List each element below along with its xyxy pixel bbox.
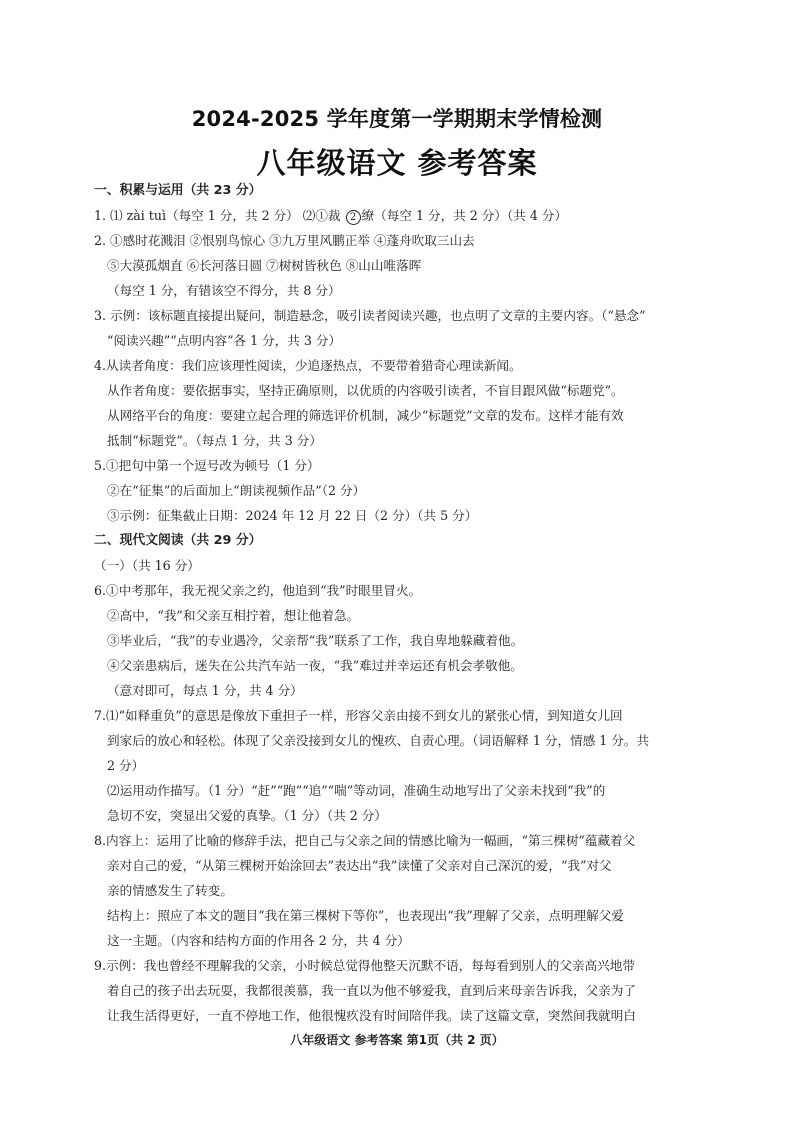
exam-title: 2024-2025 学年度第一学期期末学情检测 bbox=[191, 107, 603, 131]
q6-line4: ④父亲患病后，迷失在公共汽车站一夜，“我”难过并幸运还有机会孝敬他。 bbox=[107, 658, 523, 673]
q1-text-a: 1. ⑴ zài tuì（每空 1 分，共 2 分） ⑵①裁 bbox=[94, 208, 345, 223]
q5-line3: ③示例：征集截止日期：2024 年 12 月 22 日（2 分）（共 5 分） bbox=[107, 508, 478, 523]
q7-line5: 急切不安，突显出父爱的真挚。（1 分）（共 2 分） bbox=[107, 808, 387, 823]
q9-line3: 让我生活得更好，一直不停地工作，他很愧疚没有时间陪伴我。读了这篇文章，突然间我就明白 bbox=[107, 1008, 636, 1023]
circled-number: 2 bbox=[346, 210, 361, 225]
q6-line2: ②高中，“我”和父亲互相拧着，想让他着急。 bbox=[107, 608, 360, 623]
q8-line3: 亲的情感发生了转变。 bbox=[107, 883, 233, 898]
q2-line2: ⑤大漠孤烟直 ⑥长河落日圆 ⑦树树皆秋色 ⑧山山唯落晖 bbox=[107, 258, 422, 273]
q8-line2: 亲对自己的爱，“从第三棵树开始涂回去”表达出“我”读懂了父亲对自己深沉的爱，“我”对父 bbox=[107, 858, 612, 873]
q6-line5: （意对即可，每点 1 分，共 4 分） bbox=[107, 683, 303, 698]
q9-line1: 9.示例：我也曾经不理解我的父亲，小时候总觉得他整天沉默不语，每每看到别人的父亲高兴地带 bbox=[94, 958, 635, 973]
q1-text-b: 缭（每空 1 分，共 2 分）（共 4 分） bbox=[361, 208, 568, 223]
q6-line1: 6.①中考那年，我无视父亲之约，他追到“我”时眼里冒火。 bbox=[94, 583, 422, 598]
q5-line2: ②在“征集”的后面加上“朗读视频作品”（2 分） bbox=[107, 483, 366, 498]
q7-line3: 2 分） bbox=[107, 758, 145, 773]
page-footer: 八年级语文 参考答案 第1页（共 2 页） bbox=[290, 1033, 504, 1047]
section2-heading: 二、现代文阅读（共 29 分） bbox=[94, 533, 262, 548]
q8-line4: 结构上：照应了本文的题目“我在第三棵树下等你”，也表现出“我”理解了父亲，点明理解父爱 bbox=[107, 908, 624, 923]
q8-line5: 这一主题。（内容和结构方面的作用各 2 分，共 4 分） bbox=[107, 933, 410, 948]
answer-key-title: 八年级语文 参考答案 bbox=[256, 146, 538, 180]
q9-line2: 着自己的孩子出去玩耍，我都很羡慕，我一直以为他不够爱我，直到后来母亲告诉我，父亲为了 bbox=[107, 983, 636, 998]
q8-line1: 8.内容上：运用了比喻的修辞手法，把自己与父亲之间的情感比喻为一幅画，“第三棵树”蕴藏着父 bbox=[94, 833, 636, 848]
q7-line1: 7.⑴“如释重负”的意思是像放下重担子一样，形容父亲由接不到女儿的紧张心情，到知道女儿回 bbox=[94, 708, 623, 723]
part1-heading: （一）（共 16 分） bbox=[94, 558, 200, 573]
q1-answer bbox=[94, 208, 567, 225]
q4-line2: 从作者角度：要依据事实，坚持正确原则，以优质的内容吸引读者，不盲目跟风做“标题党”。 bbox=[107, 383, 624, 398]
section1-heading: 一、积累与运用（共 23 分） bbox=[94, 183, 262, 198]
q3-line2: “阅读兴趣”“点明内容”各 1 分，共 3 分） bbox=[107, 333, 342, 348]
q2-line1: 2. ①感时花溅泪 ②恨别鸟惊心 ③九万里风鹏正举 ④蓬舟吹取三山去 bbox=[94, 233, 475, 248]
q5-line1: 5.①把句中第一个逗号改为顿号（1 分） bbox=[94, 458, 320, 473]
q4-line4: 抵制“标题党”。（每点 1 分，共 3 分） bbox=[107, 433, 322, 448]
q2-line3: （每空 1 分，有错该空不得分，共 8 分） bbox=[107, 283, 341, 298]
q7-line4: ⑵运用动作描写。（1 分）“赶”“跑”“追”“喘”等动词，准确生动地写出了父亲未找到“我”的 bbox=[107, 783, 606, 798]
q7-line2: 到家后的放心和轻松。体现了父亲没接到女儿的愧疚、自责心理。（词语解释 1 分，情感 1 分。共 bbox=[107, 733, 650, 748]
q3-line1: 3. 示例：该标题直接提出疑问，制造悬念，吸引读者阅读兴趣，也点明了文章的主要内容。（“悬念” bbox=[94, 308, 646, 323]
q4-line1: 4.从读者角度：我们应该理性阅读，少追逐热点，不要带着猎奇心理读新闻。 bbox=[94, 358, 522, 373]
q6-line3: ③毕业后，“我”的专业遇冷，父亲帮“我”联系了工作，我自卑地躲藏着他。 bbox=[107, 633, 524, 648]
q4-line3: 从网络平台的角度：要建立起合理的筛选评价机制，减少“标题党”文章的发布。这样才能有效 bbox=[107, 408, 624, 423]
